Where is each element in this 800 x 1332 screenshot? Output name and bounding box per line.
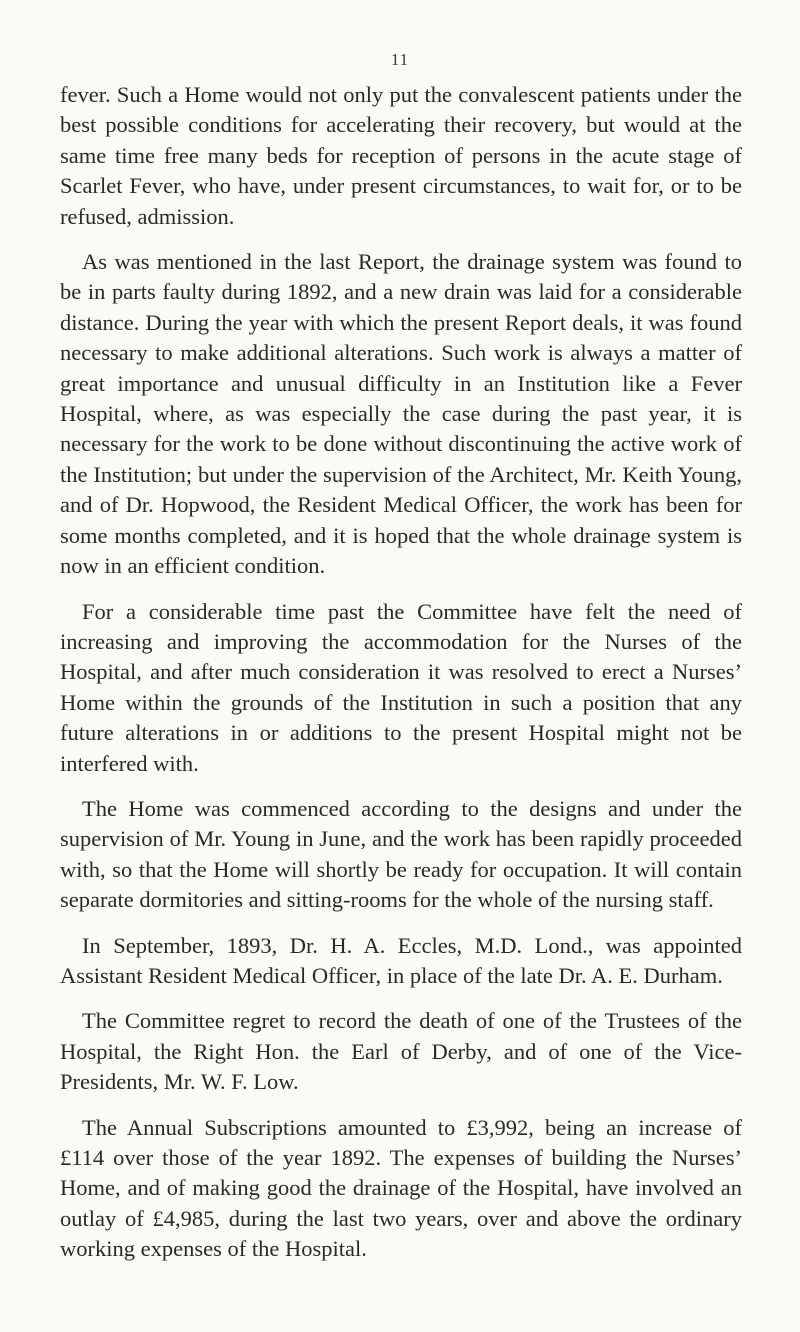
paragraph-annual-subscriptions: The Annual Subscriptions amounted to £3,992, being an increase of £114 over those of the year 1892. The expenses of building the Nurses’ Home, and of making good the drainage of the Hospital, have involved an outlay of £4,985, during the last two years, over and above the ordinary working expenses of the Hospital.: [60, 1114, 742, 1262]
paragraph-home-construction: The Home was commenced according to the designs and under the supervision of Mr. Young in June, and the work has been rapidly proceeded with, so that the Home will shortly be ready for occupation. It will contain separate dormitories and sitting-rooms for the whole of the nursing staff.: [60, 795, 742, 913]
paragraph-medical-appointment: In September, 1893, Dr. H. A. Eccles, M.D. Lond., was appointed Assistant Resident Medical Officer, in place of the late Dr. A. E. Durham.: [60, 932, 742, 988]
body-text: [60, 80, 742, 1265]
paragraph-scarlet-fever-home: fever. Such a Home would not only put the convalescent patients under the best possible conditions for accelerating their recovery, but would at the same time free many beds for reception of persons in the acute stage of Scarlet Fever, who have, under present circumstances, to wait for, or to be refused, admission.: [60, 82, 742, 229]
paragraph-nurses-accommodation: For a considerable time past the Committee have felt the need of increasing and improving the accommodation for the Nurses of the Hospital, and after much consideration it was resolved to erect a Nurses’ Home within the grounds of the Institution in such a position that any future alterations in or additions to the present Hospital might not be interfered with.: [60, 598, 742, 776]
paragraph-trustee-deaths: The Committee regret to record the death of one of the Trustees of the Hospital, the Right Hon. the Earl of Derby, and of one of the Vice-Presidents, Mr. W. F. Low.: [60, 1008, 742, 1095]
page-number: 11: [390, 50, 410, 69]
paragraph-drainage-system: As was mentioned in the last Report, the drainage system was found to be in parts faulty during 1892, and a new drain was laid for a considerable distance. During the year with which the present Report deals, it was found necessary to make additional alterations. Such work is always a matter of great importance and unusual difficulty in an Institution like a Fever Hospital, where, as was especially the case during the past year, it is necessary for the work to be done without discontinuing the active work of the Institution; but under the supervision of the Architect, Mr. Keith Young, and of Dr. Hopwood, the Resident Medical Officer, the work has been for some months completed, and it is hoped that the whole drainage system is now in an efficient condition.: [60, 249, 742, 579]
